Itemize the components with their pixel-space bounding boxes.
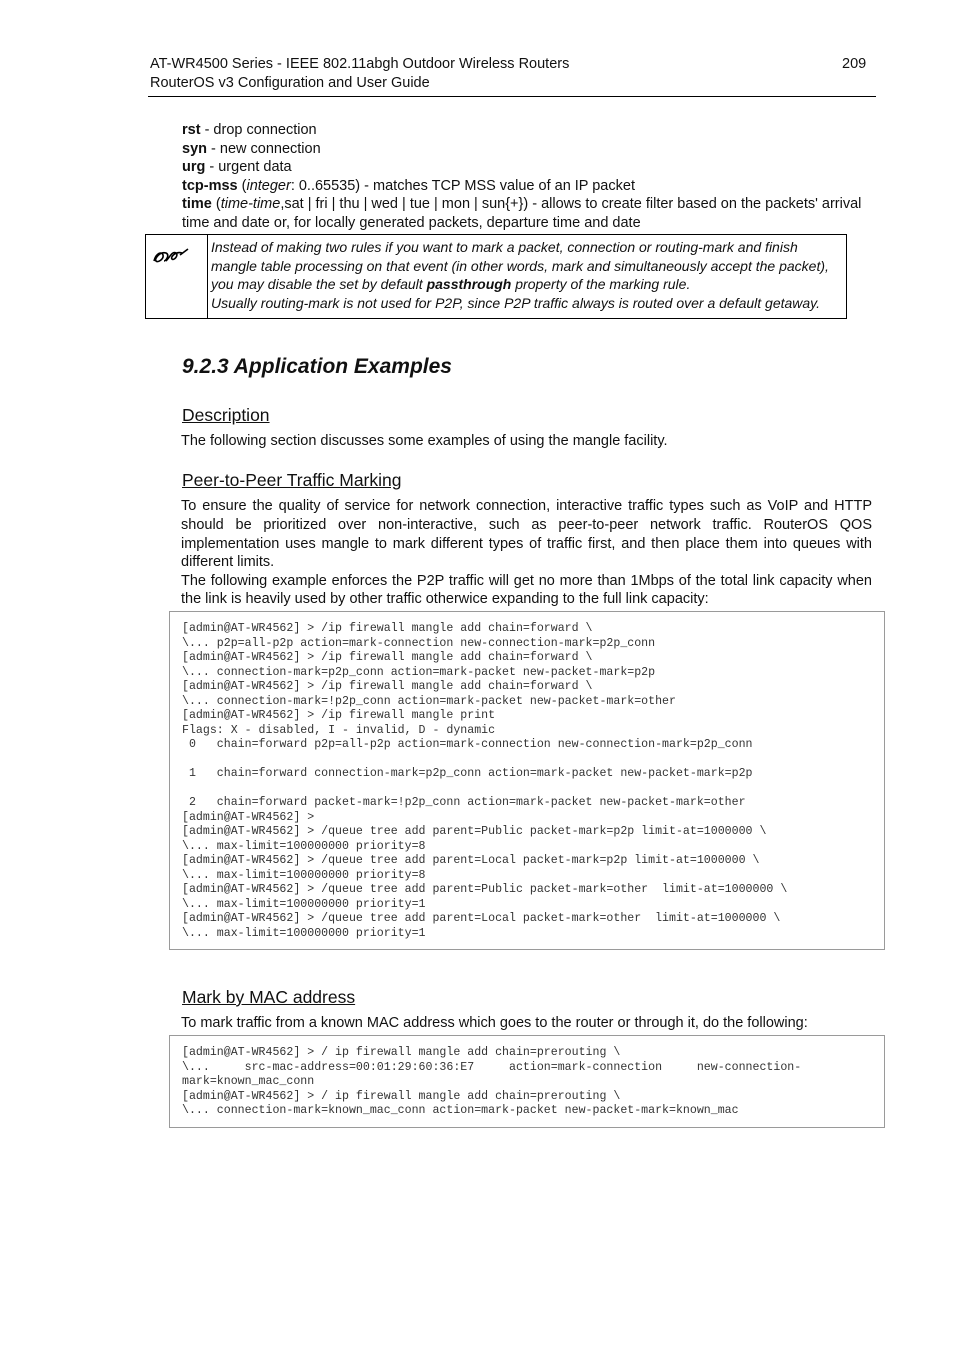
- header-rule: [148, 96, 876, 97]
- mac-title: Mark by MAC address: [182, 987, 356, 1007]
- note-box: [145, 234, 847, 319]
- option-desc: - new connection: [207, 140, 321, 157]
- p2p-title: Peer-to-Peer Traffic Marking: [182, 470, 402, 490]
- header-title: AT-WR4500 Series - IEEE 802.11abgh Outdoor Wireless Routers: [150, 56, 570, 72]
- option-term: urg: [182, 159, 206, 175]
- mac-code: [admin@AT-WR4562] > / ip firewall mangle add chain=prerouting \ \... src-mac-address=00:01:29:60:36:E7 action=mark-connection new-connection- mark=known_mac_conn [admin@AT-WR4562] > / ip firewall mangle add chain=prerouting \ \... connection-mark=known_mac_conn action=mark-packet new-packet-mark=known_mac: [182, 1046, 802, 1117]
- option-desc: - urgent data: [205, 159, 292, 175]
- description-title: Description: [182, 405, 270, 425]
- option-term: time: [182, 196, 212, 212]
- option-term: tcp-mss: [182, 177, 238, 194]
- mac-text: To mark traffic from a known MAC address which goes to the router or through it, do the following:: [181, 1015, 808, 1031]
- option-time: time (time-time,sat | fri | thu | wed | tue | mon | sun{+}) - allows to create filter based on the packets' arrival time and date or, for locally generated packets, departure time and date: [182, 196, 862, 231]
- p2p-text-1: To ensure the quality of service for network connection, interactive traffic types such as VoIP and HTTP should be prioritized over non-interactive, such as peer-to-peer network traffic. RouterOS QOS implementation uses mangle to mark different types of traffic first, and then place them into queues with different limits.: [181, 498, 872, 571]
- note-line1-end: property of the marking rule.: [511, 276, 691, 293]
- option-desc: - drop connection: [200, 122, 317, 138]
- note-line1: Instead of making two rules if you want to mark a packet, connection or routing-mark and finish mangle table processing on that event (in other words, mark and simultaneously accept the packet), you may disable the set by default: [211, 239, 829, 293]
- note-bold: passthrough: [426, 276, 512, 293]
- note-text: [211, 238, 843, 312]
- option-tcp-mss: tcp-mss (integer: 0..65535) - matches TCP MSS value of an IP packet: [182, 177, 635, 194]
- option-type: time-time: [220, 196, 281, 212]
- option-type: integer: [246, 177, 291, 194]
- header-subtitle: RouterOS v3 Configuration and User Guide: [150, 75, 430, 91]
- section-heading: 9.2.3 Application Examples: [182, 355, 452, 378]
- option-desc: ,sat | fri | thu | wed | tue | mon | sun{+}) - allows to create filter based on the packets' arrival time and date or, for locally generated packets, departure time and date: [182, 196, 862, 231]
- p2p-code-block: [169, 611, 885, 950]
- option-rst: [182, 121, 847, 140]
- option-urg: [182, 158, 847, 177]
- note-icon: [146, 235, 208, 318]
- option-term: rst: [182, 122, 201, 138]
- p2p-text-2: The following example enforces the P2P traffic will get no more than 1Mbps of the total link capacity when the link is heavily used by other traffic otherwice expanding to the full link capacity:: [181, 572, 872, 608]
- p2p-code: [admin@AT-WR4562] > /ip firewall mangle add chain=forward \ \... p2p=all-p2p action=mark-connection new-connection-mark=p2p_conn [admin@AT-WR4562] > /ip firewall mangle add chain=forward \ \... connection-mark=p2p_conn action=mark-packet new-packet-mark=p2p [admin@AT-WR4562] > /ip firewall mangle add chain=forward \ \... connection-mark=!p2p_conn action=mark-packet new-packet-mark=other [admin@AT-WR4562] > /ip firewall mangle print Flags: X - disabled, I - invalid, D - dynamic 0 chain=forward p2p=all-p2p action=mark-connection new-connection-mark=p2p_conn 1 chain=forward connection-mark=p2p_conn action=mark-packet new-packet-mark=p2p 2 chain=forward packet-mark=!p2p_conn action=mark-packet new-packet-mark=other [admin@AT-WR4562] > [admin@AT-WR4562] > /queue tree add parent=Public packet-mark=p2p limit-at=1000000 \ \... max-limit=100000000 priority=8 [admin@AT-WR4562] > /queue tree add parent=Local packet-mark=p2p limit-at=1000000 \ \... max-limit=100000000 priority=8 [admin@AT-WR4562] > /queue tree add parent=Public packet-mark=other limit-at=1000000 \ \... max-limit=100000000 priority=1 [admin@AT-WR4562] > /queue tree add parent=Local packet-mark=other limit-at=1000000 \ \... max-limit=100000000 priority=1: [182, 622, 788, 940]
- description-text: The following section discusses some examples of using the mangle facility.: [181, 433, 668, 449]
- mac-code-block: [169, 1035, 885, 1128]
- option-term: syn: [182, 140, 207, 157]
- note-line2: Usually routing-mark is not used for P2P, since P2P traffic always is routed over a default getaway.: [211, 294, 821, 311]
- pen-icon: [146, 235, 206, 275]
- option-desc: : 0..65535) - matches TCP MSS value of an IP packet: [290, 177, 635, 194]
- option-syn: [182, 140, 847, 159]
- page-number: 209: [842, 56, 867, 72]
